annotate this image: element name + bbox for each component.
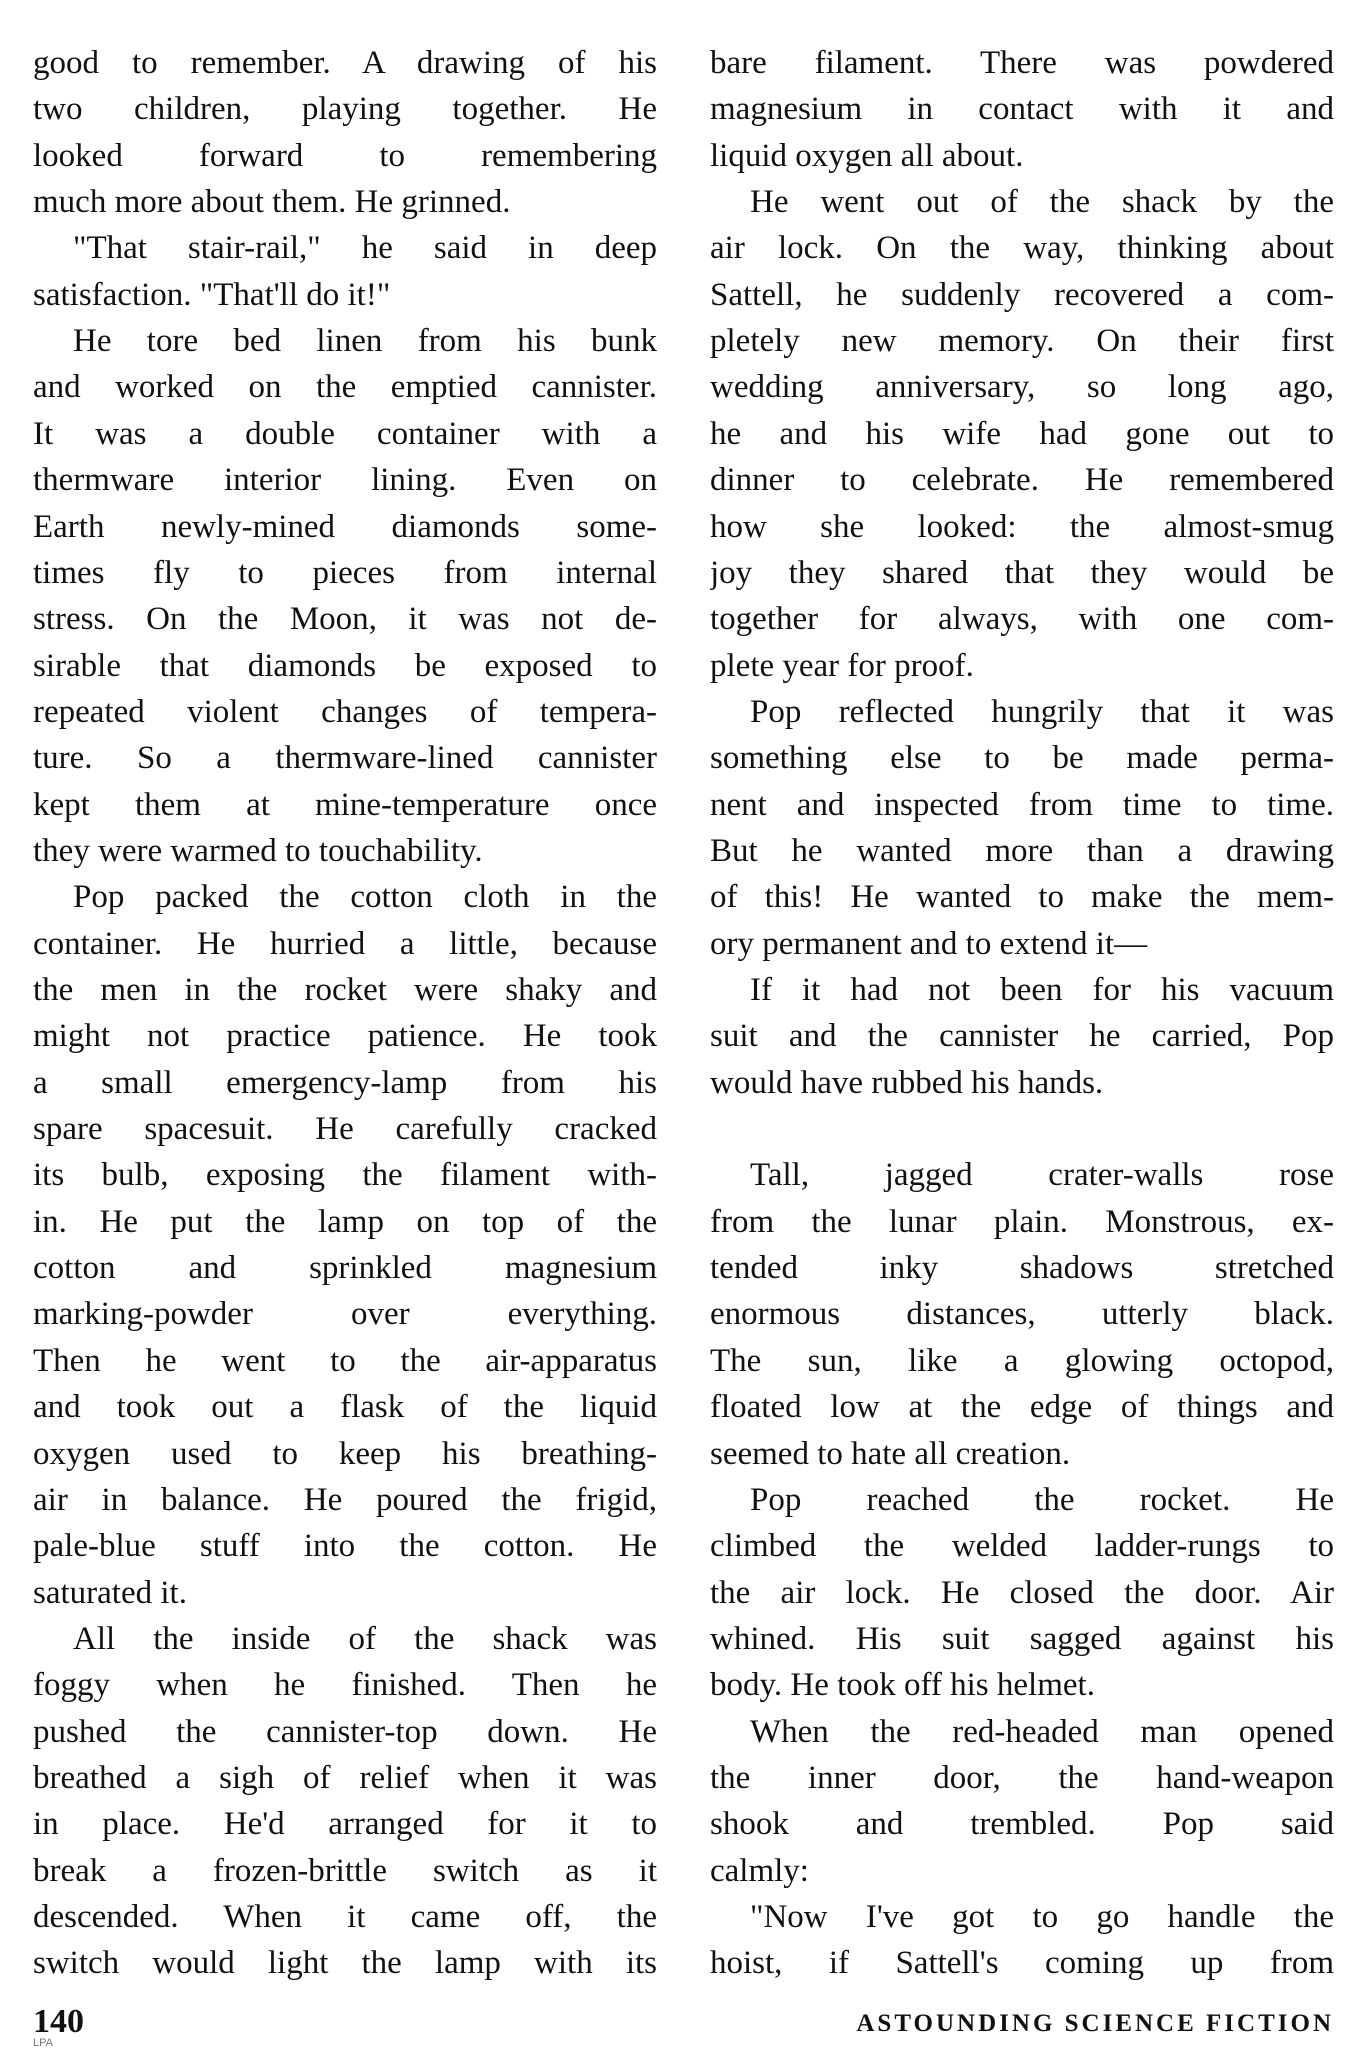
text-line: All the inside of the shack was [73,1620,657,1657]
text-line: calmly: [710,1852,809,1889]
text-line: wedding anniversary, so long ago, [710,369,1334,406]
text-line: spare spacesuit. He carefully cracked [33,1111,657,1148]
text-line: seemed to hate all creation. [710,1435,1071,1472]
text-line: joy they shared that they would be [710,554,1334,591]
text-line: Pop reflected hungrily that it was [750,693,1334,730]
text-line: body. He took off his helmet. [710,1667,1095,1704]
text-line: tended inky shadows stretched [710,1250,1334,1287]
text-line: from the lunar plain. Monstrous, ex- [710,1203,1334,1240]
text-line: two children, playing together. He [33,91,657,128]
text-line: When the red-headed man opened [750,1713,1334,1750]
text-line: pale-blue stuff into the cotton. He [33,1528,657,1565]
text-line: magnesium in contact with it and [710,91,1334,128]
text-line: enormous distances, utterly black. [710,1296,1334,1333]
text-line: in place. He'd arranged for it to [33,1806,657,1843]
text-line: switch would light the lamp with its [33,1945,657,1982]
text-line: nent and inspected from time to time. [710,786,1334,823]
text-line: would have rubbed his hands. [710,1064,1104,1101]
text-line: floated low at the edge of things and [710,1389,1334,1426]
text-line: shook and trembled. Pop said [710,1806,1334,1843]
text-line: ory permanent and to extend it— [710,925,1148,962]
text-line: and took out a flask of the liquid [33,1389,657,1426]
text-line: hoist, if Sattell's coming up from [710,1945,1334,1982]
text-line: dinner to celebrate. He remembered [710,462,1334,499]
left-text-column [33,0,657,1990]
text-line: repeated violent changes of tempera- [33,693,657,730]
text-line [710,1106,1334,1152]
text-line: breathed a sigh of relief when it was [33,1759,657,1796]
text-line: looked forward to remembering [33,137,657,174]
text-line: suit and the cannister he carried, Pop [710,1018,1334,1055]
text-line: a small emergency-lamp from his [33,1064,657,1101]
text-line: the inner door, the hand-weapon [710,1759,1334,1796]
text-line: descended. When it came off, the [33,1899,657,1935]
text-line: ture. So a thermware-lined cannister [33,740,657,777]
text-line: plete year for proof. [710,647,974,684]
text-line: together for always, with one com- [710,601,1334,638]
text-line: they were warmed to touchability. [33,832,483,869]
text-line: "Now I've got to go handle the [750,1899,1334,1935]
text-line: stress. On the Moon, it was not de- [33,601,657,638]
text-line: liquid oxygen all about. [710,137,1024,174]
text-line: whined. His suit sagged against his [710,1620,1334,1657]
text-line: much more about them. He grinned. [33,184,511,221]
text-line: "That stair-rail," he said in deep [73,230,657,267]
text-line: sirable that diamonds be exposed to [33,647,657,684]
text-line: pletely new memory. On their first [710,323,1334,360]
text-line: its bulb, exposing the filament with- [33,1157,657,1194]
text-line: air lock. On the way, thinking about [710,230,1334,267]
text-line: cotton and sprinkled magnesium [33,1250,657,1287]
text-line: If it had not been for his vacuum [750,972,1334,1008]
text-line: kept them at mine-temperature once [33,786,657,823]
right-text-column [710,0,1334,1990]
text-line: But he wanted more than a drawing [710,832,1334,869]
text-line: pushed the cannister-top down. He [33,1713,657,1750]
text-line: good to remember. A drawing of his [33,45,657,81]
text-line: might not practice patience. He took [33,1018,657,1055]
text-line: bare filament. There was powdered [710,45,1334,81]
text-line: climbed the welded ladder-rungs to [710,1528,1334,1565]
text-line: He tore bed linen from his bunk [73,323,657,360]
text-line: Pop packed the cotton cloth in the [73,879,657,916]
text-line: air in balance. He poured the frigid, [33,1481,657,1518]
text-line: the air lock. He closed the door. Air [710,1574,1334,1611]
text-line: of this! He wanted to make the mem- [710,879,1334,916]
text-line: satisfaction. "That'll do it!" [33,276,391,313]
text-line: in. He put the lamp on top of the [33,1203,657,1240]
text-line: It was a double container with a [33,415,657,452]
text-line: The sun, like a glowing octopod, [710,1342,1334,1379]
text-line: He went out of the shack by the [750,184,1334,221]
text-line: marking-powder over everything. [33,1296,657,1333]
text-line: how she looked: the almost-smug [710,508,1334,545]
page-number: 140 [33,2003,84,2040]
text-line: something else to be made perma- [710,740,1334,777]
text-line: thermware interior lining. Even on [33,462,657,499]
text-line: times fly to pieces from internal [33,554,657,591]
text-line: container. He hurried a little, because [33,925,657,962]
text-line: Earth newly-mined diamonds some- [33,508,657,545]
running-head: ASTOUNDING SCIENCE FICTION [856,2010,1334,2037]
text-line: Tall, jagged crater-walls rose [750,1157,1334,1194]
text-line: and worked on the emptied cannister. [33,369,657,406]
text-line: Then he went to the air-apparatus [33,1342,657,1379]
text-line: foggy when he finished. Then he [33,1667,657,1704]
text-line: Pop reached the rocket. He [750,1481,1334,1518]
text-line: oxygen used to keep his breathing- [33,1435,657,1472]
text-line: he and his wife had gone out to [710,415,1334,452]
text-line: break a frozen-brittle switch as it [33,1852,657,1889]
scan-mark: LPA [33,2037,53,2049]
text-line: Sattell, he suddenly recovered a com- [710,276,1334,313]
text-line: the men in the rocket were shaky and [33,972,657,1008]
text-line: saturated it. [33,1574,187,1611]
